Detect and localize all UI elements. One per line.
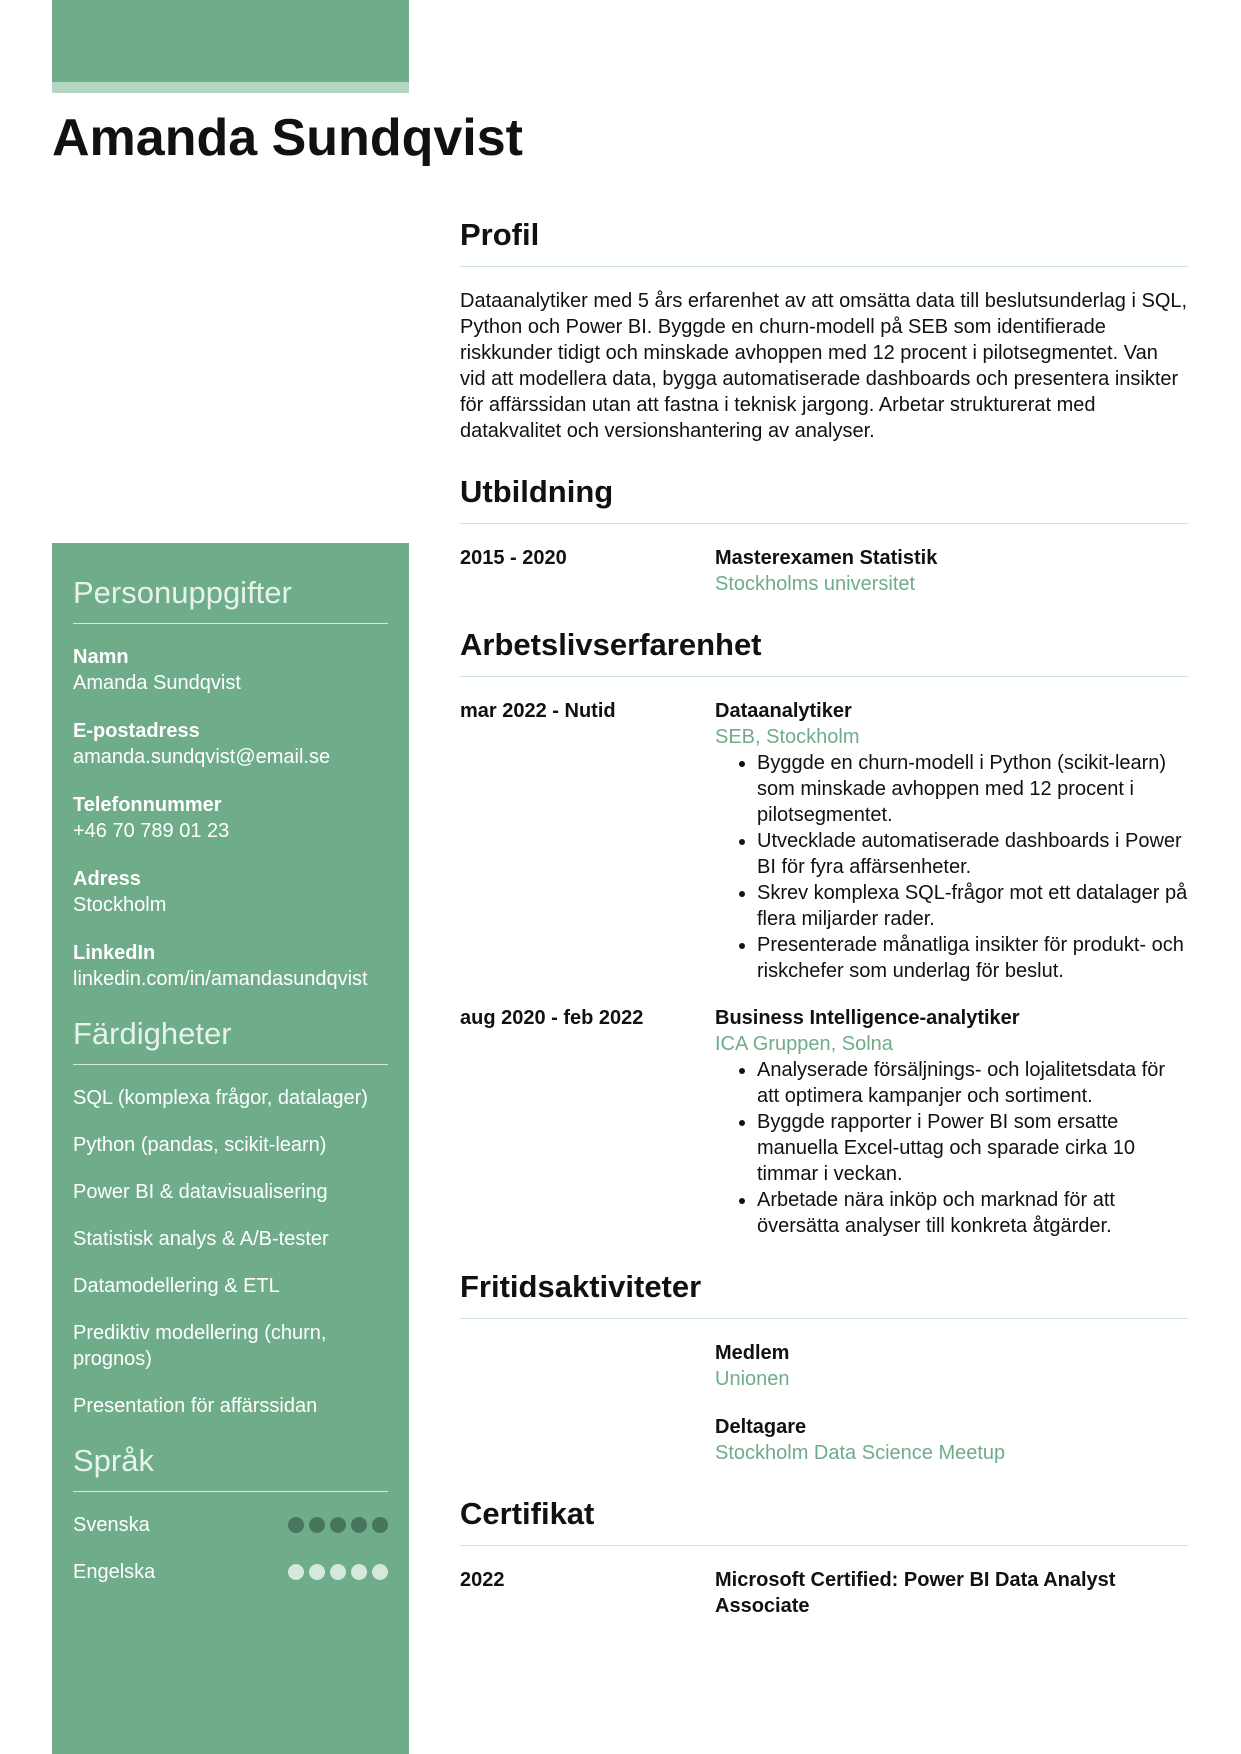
experience-heading: Arbetslivserfarenhet [460, 625, 1188, 677]
entry-date [460, 1414, 715, 1466]
level-dot-empty [330, 1564, 346, 1580]
bullet-item: • Byggde rapporter i Power BI som ersatte manuella Excel-uttag och sparade cirka 10 timmar i veckan. [757, 1109, 1188, 1187]
skills-heading: Färdigheter [73, 1014, 388, 1065]
candidate-name: Amanda Sundqvist [52, 109, 523, 167]
certificates-section [460, 1494, 1188, 1619]
personal-field-phone [73, 792, 388, 844]
entry-date: mar 2022 - Nutid [460, 700, 616, 722]
leisure-heading: Fritidsaktiviteter [460, 1267, 1188, 1319]
level-dot-filled [351, 1517, 367, 1533]
entry-organization: Stockholms universitet [715, 573, 916, 595]
entry-organization: Unionen [715, 1368, 790, 1390]
language-level-rating [288, 1564, 388, 1580]
entry-date: aug 2020 - feb 2022 [460, 1007, 644, 1029]
entry-organization: Stockholm Data Science Meetup [715, 1442, 1006, 1464]
field-value: linkedin.com/in/amandasundqvist [73, 968, 368, 990]
skill-item: Python (pandas, scikit-learn) [73, 1134, 327, 1156]
entry-date: 2022 [460, 1569, 505, 1591]
field-label: E-postadress [73, 720, 200, 742]
certificates-heading: Certifikat [460, 1494, 1188, 1546]
education-heading: Utbildning [460, 472, 1188, 524]
field-label: Telefonnummer [73, 794, 222, 816]
skill-item: Presentation för affärssidan [73, 1395, 318, 1417]
field-value: amanda.sundqvist@email.se [73, 746, 331, 768]
entry-date [460, 1340, 715, 1392]
leisure-entry [460, 1414, 1188, 1466]
level-dot-filled [288, 1517, 304, 1533]
personal-details [73, 624, 388, 992]
entry-title: Masterexamen Statistik [715, 547, 938, 569]
languages-heading: Språk [73, 1441, 388, 1492]
language-name: Svenska [73, 1514, 150, 1536]
field-label: LinkedIn [73, 942, 156, 964]
header-accent-block [52, 0, 409, 82]
level-dot-filled [372, 1517, 388, 1533]
field-value: +46 70 789 01 23 [73, 820, 230, 842]
entry-organization: SEB, Stockholm [715, 726, 860, 748]
level-dot-empty [372, 1564, 388, 1580]
header-accent-strip [52, 82, 409, 93]
entry-date: 2015 - 2020 [460, 547, 567, 569]
skill-item: Datamodellering & ETL [73, 1275, 280, 1297]
language-name: Engelska [73, 1561, 156, 1583]
entry-detail [715, 1340, 1188, 1392]
field-value: Amanda Sundqvist [73, 672, 241, 694]
field-label: Adress [73, 868, 141, 890]
profile-section [460, 215, 1188, 444]
personal-field-linkedin [73, 940, 388, 992]
level-dot-empty [351, 1564, 367, 1580]
personal-heading: Personuppgifter [73, 573, 388, 624]
field-label: Namn [73, 646, 129, 668]
skill-item: SQL (komplexa frågor, datalager) [73, 1087, 368, 1109]
experience-section [460, 625, 1188, 1239]
personal-field-email [73, 718, 388, 770]
certificate-entry [460, 1567, 1188, 1619]
entry-title: Dataanalytiker [715, 700, 852, 722]
main-content [460, 215, 1188, 1647]
skills-list [73, 1065, 388, 1419]
level-dot-empty [288, 1564, 304, 1580]
entry-organization: ICA Gruppen, Solna [715, 1033, 893, 1055]
skill-item: Statistisk analys & A/B-tester [73, 1228, 329, 1250]
entry-title: Business Intelligence-analytiker [715, 1007, 1020, 1029]
skill-item: Power BI & datavisualisering [73, 1181, 328, 1203]
experience-entry [460, 698, 1188, 984]
entry-detail [715, 1414, 1188, 1466]
entry-detail [715, 1567, 1188, 1619]
skill-item: Prediktiv modellering (churn, prognos) [73, 1322, 327, 1370]
personal-field-address [73, 866, 388, 918]
bullet-item: • Arbetade nära inköp och marknad för att översätta analyser till konkreta åtgärder. [757, 1187, 1188, 1239]
field-value: Stockholm [73, 894, 167, 916]
language-item [73, 1559, 388, 1585]
experience-entry [460, 1005, 1188, 1239]
entry-bullets [715, 750, 1188, 984]
education-section [460, 472, 1188, 597]
level-dot-empty [309, 1564, 325, 1580]
language-level-rating [288, 1517, 388, 1533]
bullet-item: • Presenterade månatliga insikter för produkt- och riskchefer som underlag för beslut. [757, 932, 1188, 984]
entry-title: Medlem [715, 1342, 790, 1364]
leisure-entry [460, 1340, 1188, 1392]
sidebar [52, 543, 409, 1754]
education-entry [460, 545, 1188, 597]
languages-list [73, 1492, 388, 1585]
leisure-section [460, 1267, 1188, 1466]
profile-text: Dataanalytiker med 5 års erfarenhet av att omsätta data till beslutsunderlag i SQL, Python och Power BI. Byggde en churn-modell på SEB som identifierade riskkunder tidigt och minskade avhoppen med 12 procent i pilotsegmentet. Van vid att modellera data, bygga automatiserade dashboards och presentera insikter för affärssidan utan att fastna i teknisk jargong. Arbetar strukturerat med datakvalitet och versionshantering av analyser. [460, 290, 1188, 442]
entry-detail [715, 698, 1188, 984]
bullet-item: • Analyserade försäljnings- och lojalitetsdata för att optimera kampanjer och sortiment. [757, 1057, 1188, 1109]
entry-title: Microsoft Certified: Power BI Data Analyst Associate [715, 1569, 1116, 1617]
bullet-item: • Skrev komplexa SQL-frågor mot ett datalager på flera miljarder rader. [757, 880, 1188, 932]
entry-title: Deltagare [715, 1416, 807, 1438]
personal-field-name [73, 644, 388, 696]
level-dot-filled [309, 1517, 325, 1533]
bullet-item: • Utvecklade automatiserade dashboards i Power BI för fyra affärsenheter. [757, 828, 1188, 880]
level-dot-filled [330, 1517, 346, 1533]
bullet-item: • Byggde en churn-modell i Python (scikit-learn) som minskade avhoppen med 12 procent i pilotsegmentet. [757, 750, 1188, 828]
entry-detail [715, 1005, 1188, 1239]
entry-bullets [715, 1057, 1188, 1239]
entry-detail [715, 545, 1188, 597]
language-item [73, 1512, 388, 1538]
profile-heading: Profil [460, 215, 1188, 267]
